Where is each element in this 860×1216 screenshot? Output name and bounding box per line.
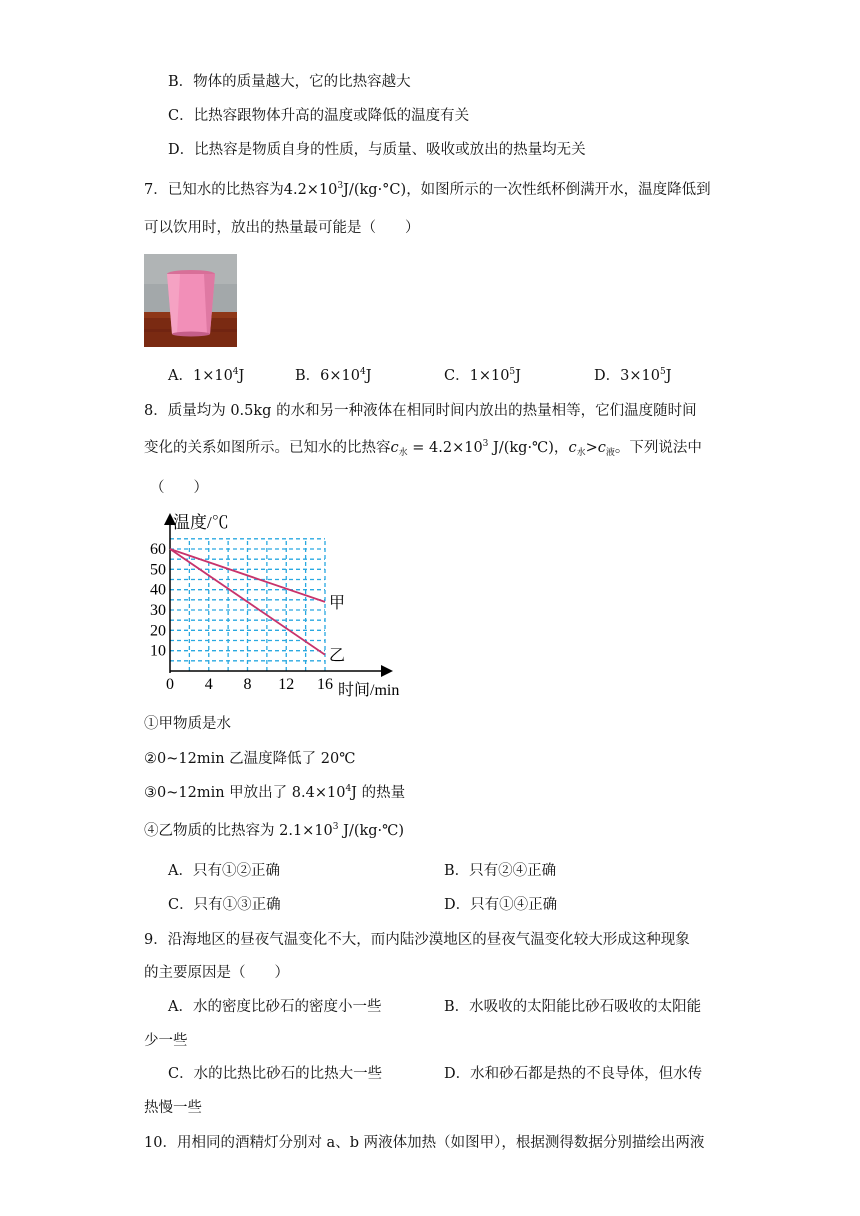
q8-statement-4: ④乙物质的比热容为 $2.1\times 10^3$ J/(kg·℃) xyxy=(144,822,405,839)
y-tick-label: 20 xyxy=(150,622,166,640)
q7-stem-line1: 7．已知水的比热容为$4.2\times 10^3J/(kg\cdot^\circ C)$，如图所示的一次性纸杯倒满开水，温度降低到 xyxy=(144,181,711,198)
q9-stem-line2: 的主要原因是（ ） xyxy=(144,965,289,981)
y-tick-label: 30 xyxy=(150,602,166,619)
series-label-yi: 乙 xyxy=(329,647,346,665)
series-label-jia: 甲 xyxy=(329,594,346,612)
q9-option-d: D．水和砂石都是热的不良导体，但水传 xyxy=(444,1066,703,1082)
q7-option-d: D．$3\times 10^5J$ xyxy=(594,367,672,384)
y-tick-label: 40 xyxy=(150,581,166,599)
y-tick-label: 50 xyxy=(150,561,166,579)
q6-option-c: C．比热容跟物体升高的温度或降低的温度有关 xyxy=(168,108,470,124)
y-tick-label: 60 xyxy=(150,541,166,558)
q9-option-c: C．水的比热比砂石的比热大一些 xyxy=(168,1066,383,1082)
x-tick-label: 0 xyxy=(166,676,174,693)
q8-statement-2: ②0~12min 乙温度降低了 20℃ xyxy=(144,751,356,767)
q9-option-a: A．水的密度比砂石的密度小一些 xyxy=(168,999,382,1015)
x-tick-label: 4 xyxy=(204,676,213,693)
q8-answer-blank: （ ） xyxy=(150,480,208,496)
y-tick-label: 10 xyxy=(150,642,166,660)
temperature-time-chart xyxy=(140,508,430,700)
x-axis-label: 时间/min xyxy=(338,682,400,699)
q7-option-b: B．$6\times 10^4J$ xyxy=(295,367,372,384)
x-tick-label: 8 xyxy=(243,676,252,693)
q8-stem-line2: 变化的关系如图所示。已知水的比热容$c_水 = 4.2\times 10^3$ J/(kg·℃)，$c_水>c_液$。下列说法中 xyxy=(144,439,702,458)
q8-option-c: C．只有①③正确 xyxy=(168,897,281,913)
q7-option-c: C．$1\times 10^5J$ xyxy=(444,367,521,384)
q7-option-a: A．$1\times 10^4J$ xyxy=(168,367,245,384)
q10-stem-line1: 10．用相同的酒精灯分别对 a、b 两液体加热（如图甲），根据测得数据分别描绘出两液 xyxy=(144,1135,705,1151)
x-tick-label: 16 xyxy=(317,676,333,693)
paper-cup-photo xyxy=(144,254,237,347)
q9-stem-line1: 9．沿海地区的昼夜气温变化不大，而内陆沙漠地区的昼夜气温变化较大形成这种现象 xyxy=(144,932,690,948)
q9-option-b-cont: 少一些 xyxy=(144,1033,188,1049)
q7-stem-line2: 可以饮用时，放出的热量最可能是（ ） xyxy=(144,220,420,236)
q8-stem-line1: 8．质量均为 0.5kg 的水和另一种液体在相同时间内放出的热量相等，它们温度随时间 xyxy=(144,403,697,419)
q8-option-b: B．只有②④正确 xyxy=(444,863,557,879)
q8-statement-1: ①甲物质是水 xyxy=(144,716,231,732)
q9-option-b: B．水吸收的太阳能比砂石吸收的太阳能 xyxy=(444,999,702,1015)
q8-statement-3: ③0~12min 甲放出了 $8.4\times 10^4J$ 的热量 xyxy=(144,784,406,801)
q6-option-d: D．比热容是物质自身的性质，与质量、吸收或放出的热量均无关 xyxy=(168,142,586,158)
q8-option-a: A．只有①②正确 xyxy=(168,863,280,879)
q9-option-d-cont: 热慢一些 xyxy=(144,1100,202,1116)
y-axis-label: 温度/℃ xyxy=(173,513,229,532)
x-tick-label: 12 xyxy=(278,676,295,693)
q6-option-b: B．物体的质量越大，它的比热容越大 xyxy=(168,74,411,90)
q8-option-d: D．只有①④正确 xyxy=(444,897,558,913)
